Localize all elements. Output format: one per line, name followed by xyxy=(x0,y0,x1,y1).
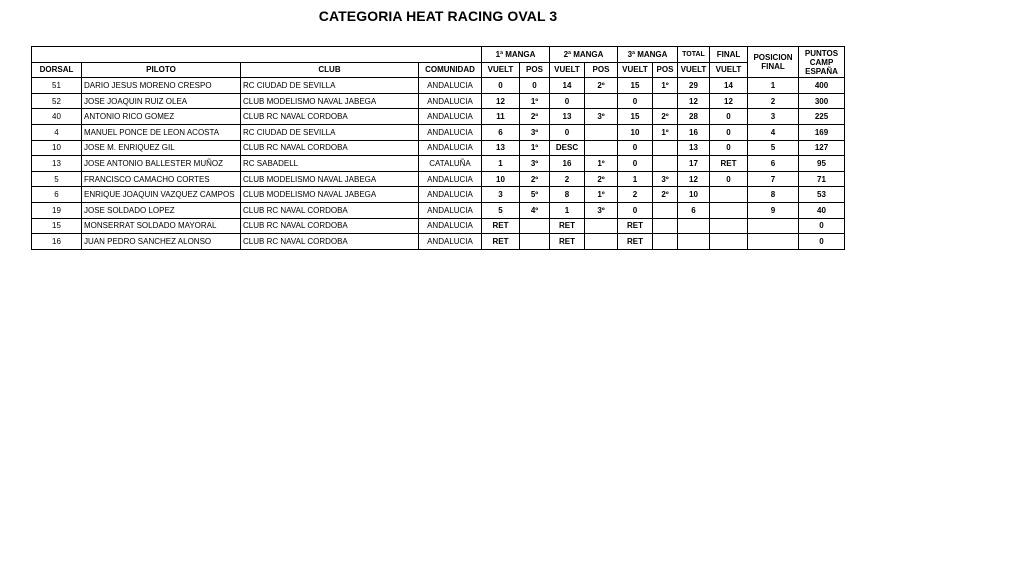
cell-manga2-pos xyxy=(585,93,618,109)
cell-manga1-vueltas: 3 xyxy=(482,187,520,203)
cell-manga3-vueltas: 15 xyxy=(618,109,653,125)
cell-puntos: 127 xyxy=(799,140,845,156)
header-puntos-line2: CAMP xyxy=(809,57,834,67)
header-m1-pos: POS xyxy=(520,62,550,78)
cell-manga3-vueltas: 0 xyxy=(618,156,653,172)
cell-manga1-vueltas: 10 xyxy=(482,171,520,187)
cell-manga1-vueltas: RET xyxy=(482,234,520,250)
cell-manga2-vueltas: RET xyxy=(550,218,585,234)
cell-dorsal: 19 xyxy=(32,202,82,218)
table-row xyxy=(32,234,845,250)
cell-club: RC CIUDAD DE SEVILLA xyxy=(241,124,419,140)
cell-total-vueltas xyxy=(678,234,710,250)
cell-manga1-pos: 2º xyxy=(520,109,550,125)
header-blank xyxy=(32,47,482,63)
cell-manga3-pos: 2º xyxy=(653,109,678,125)
cell-final-vueltas: 0 xyxy=(710,140,748,156)
cell-manga2-pos xyxy=(585,234,618,250)
cell-posicion-final: 1 xyxy=(748,78,799,94)
cell-manga3-pos: 2º xyxy=(653,187,678,203)
cell-posicion-final: 7 xyxy=(748,171,799,187)
cell-manga2-vueltas: 16 xyxy=(550,156,585,172)
header-puntos-line1: PUNTOS xyxy=(804,48,839,58)
header-posicion-word: POSICION xyxy=(753,53,793,63)
cell-posicion-final: 8 xyxy=(748,187,799,203)
cell-piloto: FRANCISCO CAMACHO CORTES xyxy=(82,171,241,187)
cell-comunidad: ANDALUCIA xyxy=(419,93,482,109)
table-row xyxy=(32,187,845,203)
cell-piloto: JUAN PEDRO SANCHEZ ALONSO xyxy=(82,234,241,250)
cell-posicion-final: 2 xyxy=(748,93,799,109)
cell-manga1-pos: 3º xyxy=(520,156,550,172)
cell-puntos: 53 xyxy=(799,187,845,203)
cell-manga2-vueltas: 13 xyxy=(550,109,585,125)
cell-puntos: 169 xyxy=(799,124,845,140)
cell-manga3-pos xyxy=(653,93,678,109)
cell-posicion-final: 4 xyxy=(748,124,799,140)
cell-posicion-final: 6 xyxy=(748,156,799,172)
header-total: TOTAL xyxy=(678,47,710,63)
header-row-columns xyxy=(32,62,845,78)
cell-total-vueltas: 12 xyxy=(678,171,710,187)
cell-total-vueltas: 13 xyxy=(678,140,710,156)
cell-manga3-vueltas: 2 xyxy=(618,187,653,203)
cell-piloto: JOSE JOAQUIN RUIZ OLEA xyxy=(82,93,241,109)
cell-manga1-pos: 1º xyxy=(520,93,550,109)
cell-dorsal: 13 xyxy=(32,156,82,172)
cell-puntos: 0 xyxy=(799,218,845,234)
cell-manga3-vueltas: 15 xyxy=(618,78,653,94)
cell-total-vueltas: 28 xyxy=(678,109,710,125)
table-row xyxy=(32,93,845,109)
table-row xyxy=(32,78,845,94)
cell-manga2-pos: 3º xyxy=(585,202,618,218)
cell-manga2-pos: 1º xyxy=(585,156,618,172)
table-row xyxy=(32,171,845,187)
cell-manga2-pos: 2º xyxy=(585,171,618,187)
cell-posicion-final: 5 xyxy=(748,140,799,156)
cell-total-vueltas: 10 xyxy=(678,187,710,203)
cell-puntos: 40 xyxy=(799,202,845,218)
header-m2-vuelt: VUELT xyxy=(550,62,585,78)
cell-manga1-pos: 0 xyxy=(520,78,550,94)
cell-club: CLUB RC NAVAL CORDOBA xyxy=(241,234,419,250)
cell-manga1-pos: 5º xyxy=(520,187,550,203)
cell-final-vueltas xyxy=(710,218,748,234)
header-club: CLUB xyxy=(241,62,419,78)
cell-comunidad: ANDALUCIA xyxy=(419,124,482,140)
cell-manga2-vueltas: 1 xyxy=(550,202,585,218)
cell-manga1-vueltas: RET xyxy=(482,218,520,234)
header-final-word: FINAL xyxy=(761,62,785,72)
table-row xyxy=(32,109,845,125)
cell-final-vueltas: 0 xyxy=(710,109,748,125)
cell-manga3-pos xyxy=(653,218,678,234)
cell-posicion-final: 9 xyxy=(748,202,799,218)
cell-posicion-final xyxy=(748,218,799,234)
cell-final-vueltas: 0 xyxy=(710,171,748,187)
cell-comunidad: ANDALUCIA xyxy=(419,218,482,234)
cell-manga3-pos: 3º xyxy=(653,171,678,187)
cell-manga2-vueltas: DESC xyxy=(550,140,585,156)
cell-manga1-pos: 3º xyxy=(520,124,550,140)
cell-final-vueltas xyxy=(710,187,748,203)
header-piloto: PILOTO xyxy=(82,62,241,78)
cell-puntos: 71 xyxy=(799,171,845,187)
cell-manga3-vueltas: 0 xyxy=(618,202,653,218)
cell-manga2-vueltas: 8 xyxy=(550,187,585,203)
cell-club: CLUB MODELISMO NAVAL JABEGA xyxy=(241,171,419,187)
cell-manga1-vueltas: 0 xyxy=(482,78,520,94)
cell-manga2-vueltas: 0 xyxy=(550,124,585,140)
cell-final-vueltas xyxy=(710,234,748,250)
cell-comunidad: ANDALUCIA xyxy=(419,109,482,125)
cell-manga1-vueltas: 12 xyxy=(482,93,520,109)
cell-piloto: JOSE SOLDADO LOPEZ xyxy=(82,202,241,218)
cell-comunidad: ANDALUCIA xyxy=(419,171,482,187)
cell-piloto: DARIO JESUS MORENO CRESPO xyxy=(82,78,241,94)
cell-manga3-pos xyxy=(653,202,678,218)
cell-manga1-pos xyxy=(520,234,550,250)
cell-manga1-vueltas: 6 xyxy=(482,124,520,140)
cell-club: CLUB RC NAVAL CORDOBA xyxy=(241,109,419,125)
header-manga-1: 1ª MANGA xyxy=(482,47,550,63)
cell-manga1-vueltas: 1 xyxy=(482,156,520,172)
results-table xyxy=(31,46,845,250)
cell-piloto: JOSE ANTONIO BALLESTER MUÑOZ xyxy=(82,156,241,172)
cell-manga3-pos: 1º xyxy=(653,78,678,94)
header-m1-vuelt: VUELT xyxy=(482,62,520,78)
cell-manga3-vueltas: 0 xyxy=(618,93,653,109)
cell-total-vueltas: 12 xyxy=(678,93,710,109)
table-row xyxy=(32,140,845,156)
cell-piloto: MONSERRAT SOLDADO MAYORAL xyxy=(82,218,241,234)
cell-total-vueltas: 6 xyxy=(678,202,710,218)
cell-manga3-pos xyxy=(653,234,678,250)
cell-manga2-pos xyxy=(585,140,618,156)
header-row-groups xyxy=(32,47,845,63)
cell-manga2-vueltas: 0 xyxy=(550,93,585,109)
cell-piloto: JOSE M. ENRIQUEZ GIL xyxy=(82,140,241,156)
cell-club: CLUB RC NAVAL CORDOBA xyxy=(241,202,419,218)
cell-manga2-pos xyxy=(585,218,618,234)
cell-total-vueltas: 16 xyxy=(678,124,710,140)
cell-puntos: 0 xyxy=(799,234,845,250)
cell-comunidad: ANDALUCIA xyxy=(419,187,482,203)
cell-manga1-pos xyxy=(520,218,550,234)
header-m3-vuelt: VUELT xyxy=(618,62,653,78)
cell-dorsal: 5 xyxy=(32,171,82,187)
cell-piloto: ENRIQUE JOAQUIN VAZQUEZ CAMPOS xyxy=(82,187,241,203)
table-row xyxy=(32,218,845,234)
cell-club: CLUB RC NAVAL CORDOBA xyxy=(241,218,419,234)
cell-manga1-vueltas: 13 xyxy=(482,140,520,156)
cell-manga1-vueltas: 11 xyxy=(482,109,520,125)
cell-total-vueltas: 29 xyxy=(678,78,710,94)
cell-final-vueltas: 14 xyxy=(710,78,748,94)
cell-puntos: 300 xyxy=(799,93,845,109)
cell-manga3-pos xyxy=(653,156,678,172)
cell-club: CLUB MODELISMO NAVAL JABEGA xyxy=(241,187,419,203)
cell-club: CLUB MODELISMO NAVAL JABEGA xyxy=(241,93,419,109)
cell-dorsal: 15 xyxy=(32,218,82,234)
header-dorsal: DORSAL xyxy=(32,62,82,78)
header-posicion-final xyxy=(748,47,799,78)
cell-puntos: 225 xyxy=(799,109,845,125)
header-manga-2: 2ª MANGA xyxy=(550,47,618,63)
cell-piloto: ANTONIO RICO GOMEZ xyxy=(82,109,241,125)
cell-final-vueltas: 12 xyxy=(710,93,748,109)
cell-manga1-pos: 1º xyxy=(520,140,550,156)
header-puntos-line3: ESPAÑA xyxy=(805,66,838,76)
cell-manga3-vueltas: 10 xyxy=(618,124,653,140)
cell-dorsal: 40 xyxy=(32,109,82,125)
header-m2-pos: POS xyxy=(585,62,618,78)
cell-manga2-vueltas: 2 xyxy=(550,171,585,187)
header-manga-3: 3ª MANGA xyxy=(618,47,678,63)
cell-dorsal: 16 xyxy=(32,234,82,250)
header-final: FINAL xyxy=(710,47,748,63)
cell-comunidad: ANDALUCIA xyxy=(419,140,482,156)
header-comunidad: COMUNIDAD xyxy=(419,62,482,78)
cell-manga3-vueltas: 1 xyxy=(618,171,653,187)
header-puntos xyxy=(799,47,845,78)
cell-dorsal: 10 xyxy=(32,140,82,156)
cell-comunidad: ANDALUCIA xyxy=(419,234,482,250)
cell-manga2-pos: 1º xyxy=(585,187,618,203)
table-row xyxy=(32,156,845,172)
cell-final-vueltas: RET xyxy=(710,156,748,172)
header-final-vuelt: VUELT xyxy=(710,62,748,78)
cell-manga1-pos: 4º xyxy=(520,202,550,218)
cell-posicion-final xyxy=(748,234,799,250)
cell-posicion-final: 3 xyxy=(748,109,799,125)
cell-dorsal: 51 xyxy=(32,78,82,94)
cell-total-vueltas xyxy=(678,218,710,234)
cell-total-vueltas: 17 xyxy=(678,156,710,172)
cell-puntos: 95 xyxy=(799,156,845,172)
cell-manga2-pos: 2º xyxy=(585,78,618,94)
cell-club: RC CIUDAD DE SEVILLA xyxy=(241,78,419,94)
cell-club: RC SABADELL xyxy=(241,156,419,172)
cell-manga3-pos xyxy=(653,140,678,156)
cell-manga3-pos: 1º xyxy=(653,124,678,140)
cell-dorsal: 52 xyxy=(32,93,82,109)
cell-final-vueltas xyxy=(710,202,748,218)
cell-manga3-vueltas: RET xyxy=(618,234,653,250)
cell-manga1-vueltas: 5 xyxy=(482,202,520,218)
cell-club: CLUB RC NAVAL CORDOBA xyxy=(241,140,419,156)
cell-final-vueltas: 0 xyxy=(710,124,748,140)
header-m3-pos: POS xyxy=(653,62,678,78)
page-title: CATEGORIA HEAT RACING OVAL 3 xyxy=(318,8,558,24)
cell-dorsal: 4 xyxy=(32,124,82,140)
cell-manga1-pos: 2º xyxy=(520,171,550,187)
cell-manga3-vueltas: 0 xyxy=(618,140,653,156)
cell-comunidad: ANDALUCIA xyxy=(419,202,482,218)
cell-piloto: MANUEL PONCE DE LEON ACOSTA xyxy=(82,124,241,140)
cell-manga2-vueltas: RET xyxy=(550,234,585,250)
cell-manga2-vueltas: 14 xyxy=(550,78,585,94)
header-total-vuelt: VUELT xyxy=(678,62,710,78)
cell-comunidad: CATALUÑA xyxy=(419,156,482,172)
cell-manga2-pos xyxy=(585,124,618,140)
table-row xyxy=(32,124,845,140)
cell-puntos: 400 xyxy=(799,78,845,94)
cell-manga3-vueltas: RET xyxy=(618,218,653,234)
table-row xyxy=(32,202,845,218)
cell-comunidad: ANDALUCIA xyxy=(419,78,482,94)
cell-manga2-pos: 3º xyxy=(585,109,618,125)
cell-dorsal: 6 xyxy=(32,187,82,203)
